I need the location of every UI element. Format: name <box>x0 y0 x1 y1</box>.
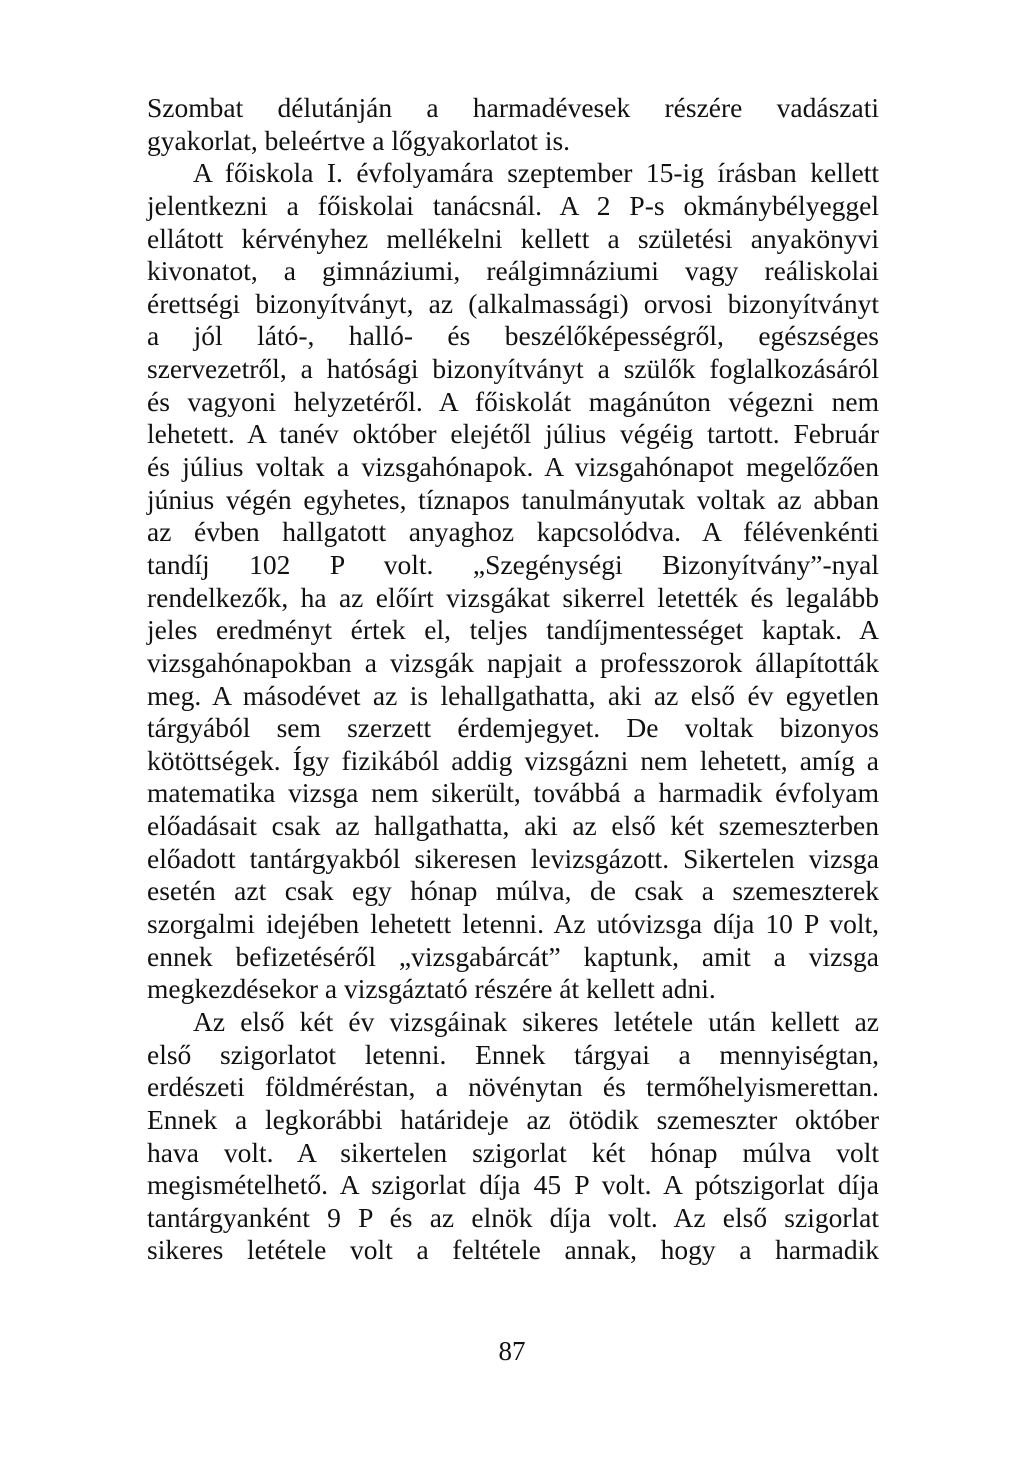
text-line: előadásait csak az hallgathatta, aki az első két szemeszterben <box>147 810 879 842</box>
text-line: erdészeti földméréstan, a növénytan és termőhelyismerettan. <box>147 1071 879 1103</box>
text-line: sikeres letétele volt a feltétele annak, hogy a harmadik <box>147 1234 879 1266</box>
text-line: és július voltak a vizsgahónapok. A vizsgahónapot megelőzően <box>147 451 879 483</box>
text-line: lehetett. A tanév október elejétől július végéig tartott. Február <box>147 418 879 450</box>
text-line: érettségi bizonyítványt, az (alkalmassági) orvosi bizonyítványt <box>147 287 879 319</box>
text-line: A főiskola I. évfolyamára szeptember 15-ig írásban kellett <box>193 157 879 189</box>
text-line: kötöttségek. Így fizikából addig vizsgázni nem lehetett, amíg a <box>147 744 879 776</box>
text-line: megkezdésekor a vizsgáztató részére át kellett adni. <box>147 973 716 1005</box>
text-line: tandíj 102 P volt. „Szegénységi Bizonyítvány”-nyal <box>147 548 879 580</box>
text-line: és vagyoni helyzetéről. A főiskolát magánúton végezni nem <box>147 385 879 417</box>
text-line: hava volt. A sikertelen szigorlat két hónap múlva volt <box>147 1136 879 1168</box>
text-line: vizsgahónapokban a vizsgák napjait a professzorok állapították <box>147 646 879 678</box>
text-line: rendelkezők, ha az előírt vizsgákat sikerrel letették és legalább <box>147 581 879 613</box>
text-line: az évben hallgatott anyaghoz kapcsolódva. A félévenkénti <box>147 516 879 548</box>
text-line: ellátott kérvényhez mellékelni kellett a születési anyakönyvi <box>147 222 879 254</box>
text-line: ennek befizetéséről „vizsgabárcát” kaptunk, amit a vizsga <box>147 940 879 972</box>
text-line: június végén egyhetes, tíznapos tanulmányutak voltak az abban <box>147 483 879 515</box>
text-line: szervezetről, a hatósági bizonyítványt a szülők foglalkozásáról <box>147 353 879 385</box>
page-number: 87 <box>498 1336 526 1366</box>
text-line: kivonatot, a gimnáziumi, reálgimnáziumi vagy reáliskolai <box>147 255 879 287</box>
text-line: Szombat délutánján a harmadévesek részére vadászati <box>147 92 879 123</box>
text-line: tárgyából sem szerzett érdemjegyet. De voltak bizonyos <box>147 712 879 744</box>
text-line: jelentkezni a főiskolai tanácsnál. A 2 P-s okmánybélyeggel <box>147 189 879 221</box>
text-line: szorgalmi idejében lehetett letenni. Az utóvizsga díja 10 P volt, <box>147 908 879 940</box>
body-text <box>147 92 879 1267</box>
text-line: Ennek a legkorábbi határideje az ötödik szemeszter október <box>147 1103 879 1135</box>
text-line: jeles eredményt értek el, teljes tandíjmentességet kaptak. A <box>147 614 879 646</box>
text-line: a jól látó-, halló- és beszélőképességről, egészséges <box>147 320 879 352</box>
text-line: meg. A másodévet az is lehallgathatta, aki az első év egyetlen <box>147 679 879 711</box>
text-line: tantárgyanként 9 P és az elnök díja volt. Az első szigorlat <box>147 1201 879 1233</box>
text-line: megismételhető. A szigorlat díja 45 P volt. A pótszigorlat díja <box>147 1169 879 1201</box>
text-line: első szigorlatot letenni. Ennek tárgyai a mennyiségtan, <box>147 1038 879 1070</box>
text-line: Az első két év vizsgáinak sikeres letétele után kellett az <box>193 1005 879 1037</box>
text-line: esetén azt csak egy hónap múlva, de csak a szemeszterek <box>147 875 879 907</box>
text-line: előadott tantárgyakból sikeresen levizsgázott. Sikertelen vizsga <box>147 842 879 874</box>
text-line: gyakorlat, beleértve a lőgyakorlatot is. <box>147 124 571 156</box>
text-line: matematika vizsga nem sikerült, továbbá a harmadik évfolyam <box>147 777 879 809</box>
